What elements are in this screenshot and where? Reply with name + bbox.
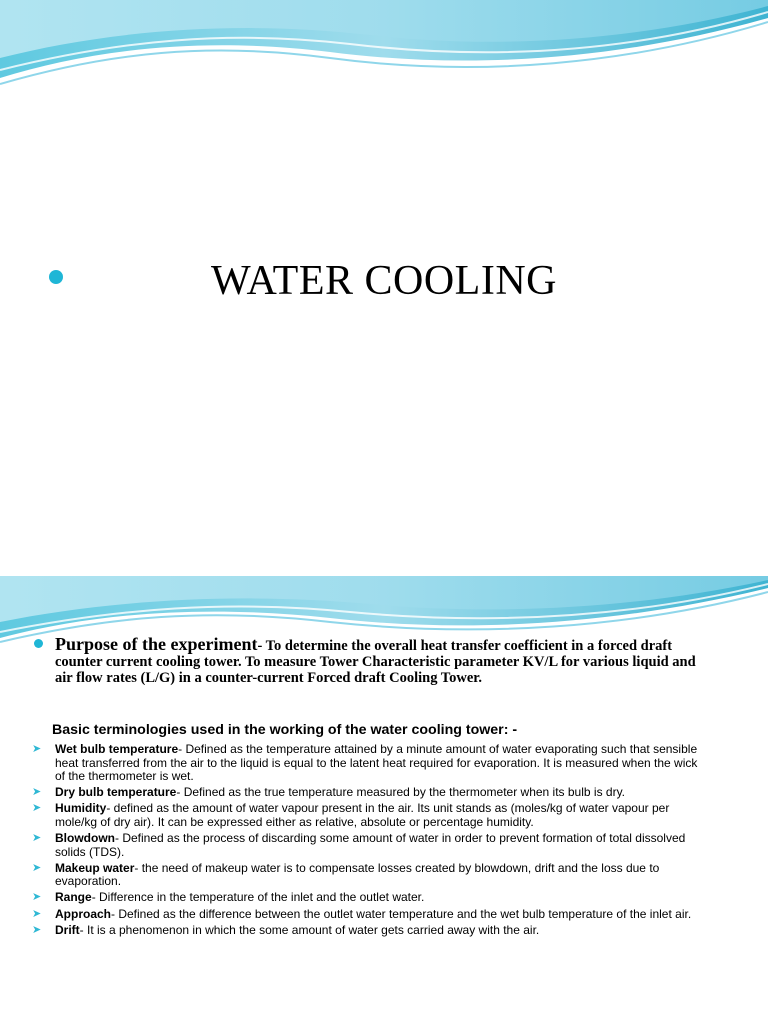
list-item — [32, 908, 710, 922]
arrow-bullet-icon: ➤ — [32, 832, 42, 845]
list-item — [32, 924, 710, 938]
purpose-heading: Purpose of the experiment — [55, 634, 258, 654]
arrow-bullet-icon: ➤ — [32, 802, 42, 815]
term-name: Makeup water — [55, 860, 135, 875]
term-name: Humidity — [55, 801, 107, 816]
arrow-bullet-icon: ➤ — [32, 861, 42, 874]
term-name: Wet bulb temperature — [55, 742, 179, 756]
arrow-bullet-icon: ➤ — [32, 891, 42, 904]
term-definition: - Defined as the temperature attained by a minute amount of water evaporating such that sensible heat transferred from the air to the liquid is equal to the latent heat required for evaporation. It is measured when the wick of the thermometer is wet. — [55, 742, 698, 784]
list-item — [32, 743, 710, 784]
arrow-bullet-icon: ➤ — [32, 786, 42, 799]
terms-list — [32, 743, 710, 940]
term-definition: - Defined as the difference between the outlet water temperature and the wet bulb temperature of the inlet air. — [111, 906, 692, 921]
term-name: Blowdown — [55, 831, 115, 846]
purpose-bullet-icon — [34, 639, 43, 648]
term-definition: - defined as the amount of water vapour present in the air. Its unit stands as (moles/kg of water vapour per mole/kg of dry air). It can be expressed either as relative, absolute or percentage humidity. — [55, 801, 670, 829]
list-item — [32, 832, 710, 859]
purpose-paragraph — [55, 636, 705, 686]
arrow-bullet-icon: ➤ — [32, 743, 42, 755]
term-name: Drift — [55, 922, 80, 937]
list-item — [32, 891, 710, 905]
arrow-bullet-icon: ➤ — [32, 907, 42, 920]
term-definition: - the need of makeup water is to compensate losses created by blowdown, drift and the loss due to evaporation. — [55, 860, 660, 889]
term-name: Range — [55, 890, 92, 905]
term-name: Dry bulb temperature — [55, 785, 177, 800]
term-definition: - Defined as the process of discarding some amount of water in order to prevent formation of total dissolved solids (TDS). — [55, 831, 686, 859]
terms-heading: Basic terminologies used in the working of the water cooling tower: - — [52, 722, 518, 738]
list-item — [32, 786, 710, 800]
wave-banner — [0, 0, 768, 90]
list-item — [32, 802, 710, 829]
slide-title: WATER COOLING — [211, 258, 557, 304]
term-definition: - Defined as the true temperature measured by the thermometer when its bulb is dry. — [176, 785, 626, 800]
arrow-bullet-icon: ➤ — [32, 923, 42, 936]
purpose-text: - To determine the overall heat transfer coefficient in a forced draft counter current cooling tower. To measure Tower Characteristic parameter KV/L for various liquid and air flow rates (L/G) in a counter-current Forced draft Cooling Tower. — [55, 638, 696, 686]
list-item — [32, 862, 710, 889]
content-slide — [0, 576, 768, 1024]
term-name: Approach — [55, 906, 112, 921]
term-definition: - Difference in the temperature of the inlet and the outlet water. — [91, 890, 425, 905]
term-definition: - It is a phenomenon in which the some amount of water gets carried away with the air. — [79, 922, 540, 937]
